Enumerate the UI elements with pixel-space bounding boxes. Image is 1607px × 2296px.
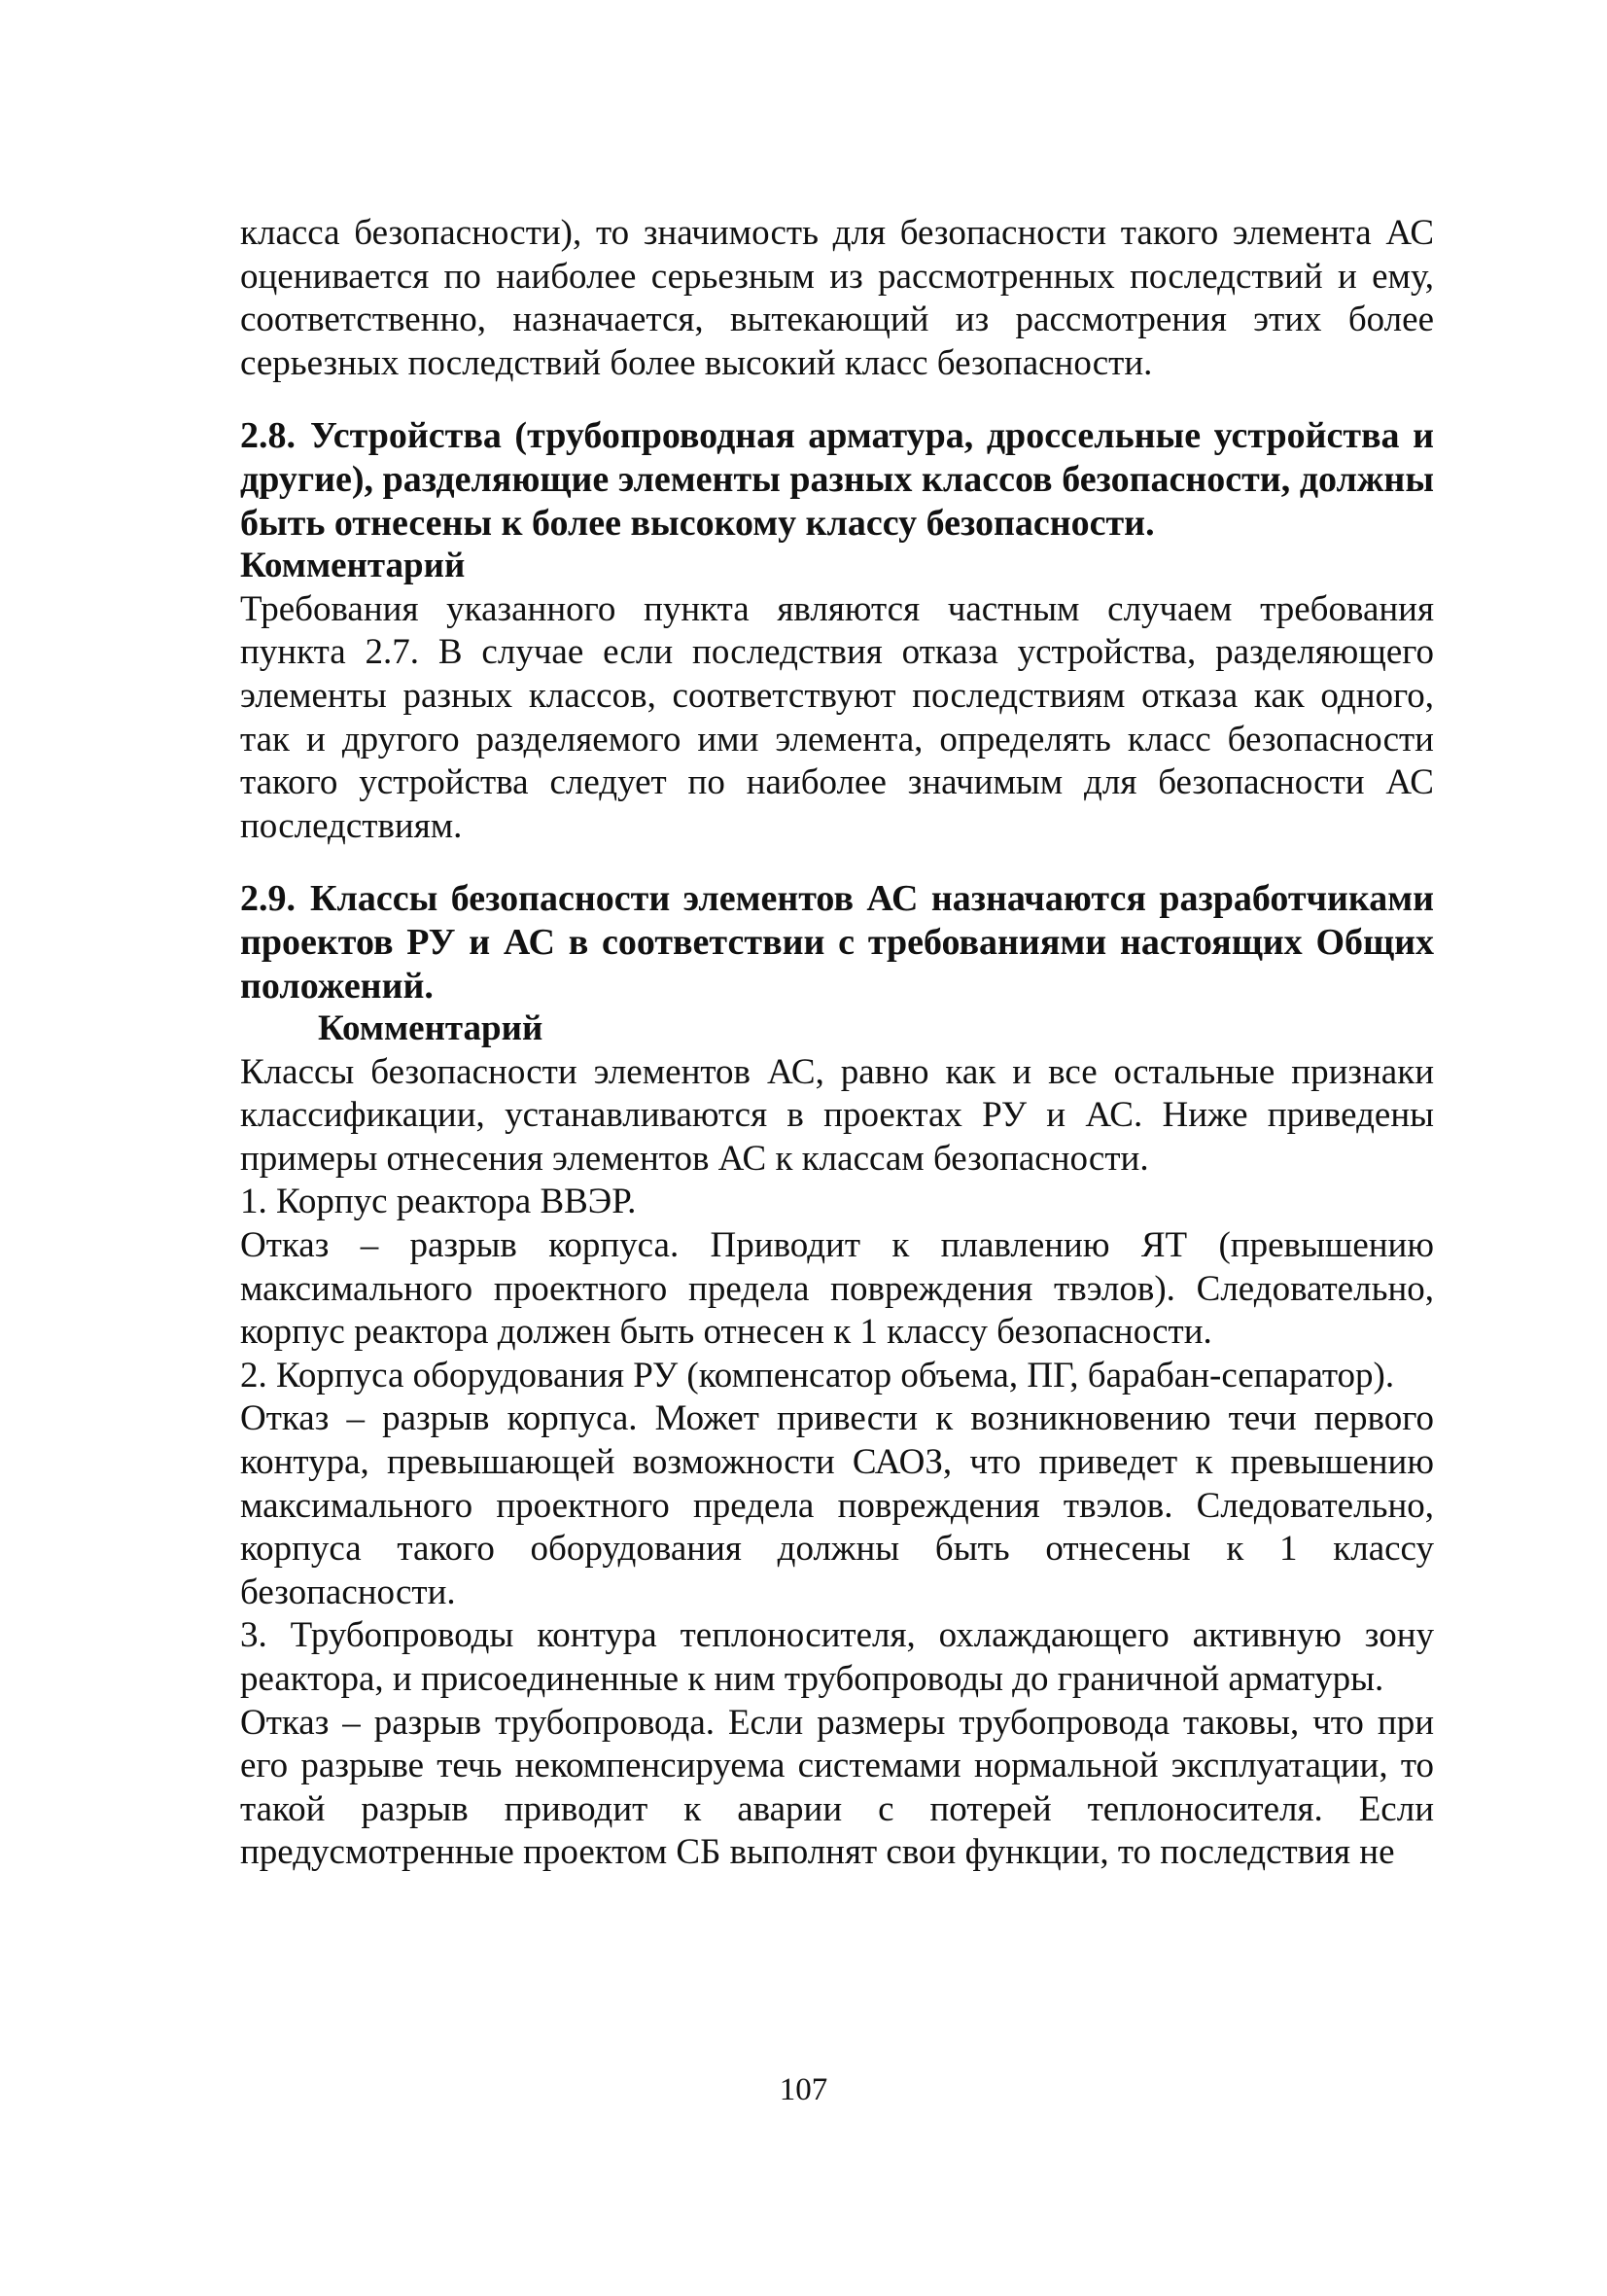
clause-2-9-paragraph: 3. Трубопроводы контура теплоносителя, охлаждающего активную зону реактора, и присоединенные к ним трубопроводы до граничной арматуры. <box>240 1615 1434 1699</box>
clause-2-9-paragraph: Отказ – разрыв корпуса. Приводит к плавлению ЯТ (превышению максимального проектного предела повреждения твэлов). Следовательно, корпус реактора должен быть отнесен к 1 классу безопасности. <box>240 1225 1434 1353</box>
clause-2-9 <box>240 877 1434 1007</box>
clause-2-9-paragraph: Классы безопасности элементов АС, равно как и все остальные признаки классификации, устанавливаются в проектах РУ и АС. Ниже приведены примеры отнесения элементов АС к классам безопасности. <box>240 1051 1434 1179</box>
page-number: 107 <box>779 2072 828 2107</box>
page-text <box>240 212 1434 1875</box>
clause-2-9-paragraph: Отказ – разрыв трубопровода. Если размеры трубопровода таковы, что при его разрыве течь некомпенсируема системами нормальной эксплуатации, то такой разрыв приводит к аварии с потерей теплоносителя. Если предусмотренные проектом СБ выполнят свои функции, то последствия не <box>240 1702 1434 1873</box>
clause-2-8-comment-title: Комментарий <box>240 546 466 586</box>
clause-2-9-paragraph: Отказ – разрыв корпуса. Может привести к возникновению течи первого контура, превышающей возможности САОЗ, что приведет к превышению максимального проектного предела повреждения твэлов. Следовательно, корпуса такого оборудования должны быть отнесены к 1 классу безопасности. <box>240 1398 1434 1612</box>
clause-2-8 <box>240 414 1434 545</box>
clause-2-8-number: 2.8. <box>240 415 296 457</box>
intro-paragraph: класса безопасности), то значимость для безопасности такого элемента АС оценивается по наиболее серьезным из рассмотренных последствий и ему, соответственно, назначается, вытекающий из рассмотрения этих более серьезных последствий более высокий класс безопасности. <box>240 213 1434 383</box>
clause-2-9-comment-title: Комментарий <box>318 1008 543 1049</box>
clause-2-9-number: 2.9. <box>240 878 296 920</box>
clause-2-9-paragraph: 1. Корпус реактора ВВЭР. <box>240 1182 637 1222</box>
clause-2-8-comment-text: Требования указанного пункта являются частным случаем требования пункта 2.7. В случае если последствия отказа устройства, разделяющего элементы разных классов, соответствуют последствиям отказа как одного, так и другого разделяемого ими элемента, определять класс безопасности такого устройства следует по наиболее значимым для безопасности АС последствиям. <box>240 588 1434 846</box>
clause-2-9-text: Классы безопасности элементов АС назначаются разработчиками проектов РУ и АС в соответствии с требованиями настоящих Общих положений. <box>240 878 1434 1007</box>
clause-2-9-paragraph: 2. Корпуса оборудования РУ (компенсатор объема, ПГ, барабан-сепаратор). <box>240 1355 1395 1395</box>
clause-2-8-text: Устройства (трубопроводная арматура, дроссельные устройства и другие), разделяющие элементы разных классов безопасности, должны быть отнесены к более высокому классу безопасности. <box>240 415 1434 544</box>
